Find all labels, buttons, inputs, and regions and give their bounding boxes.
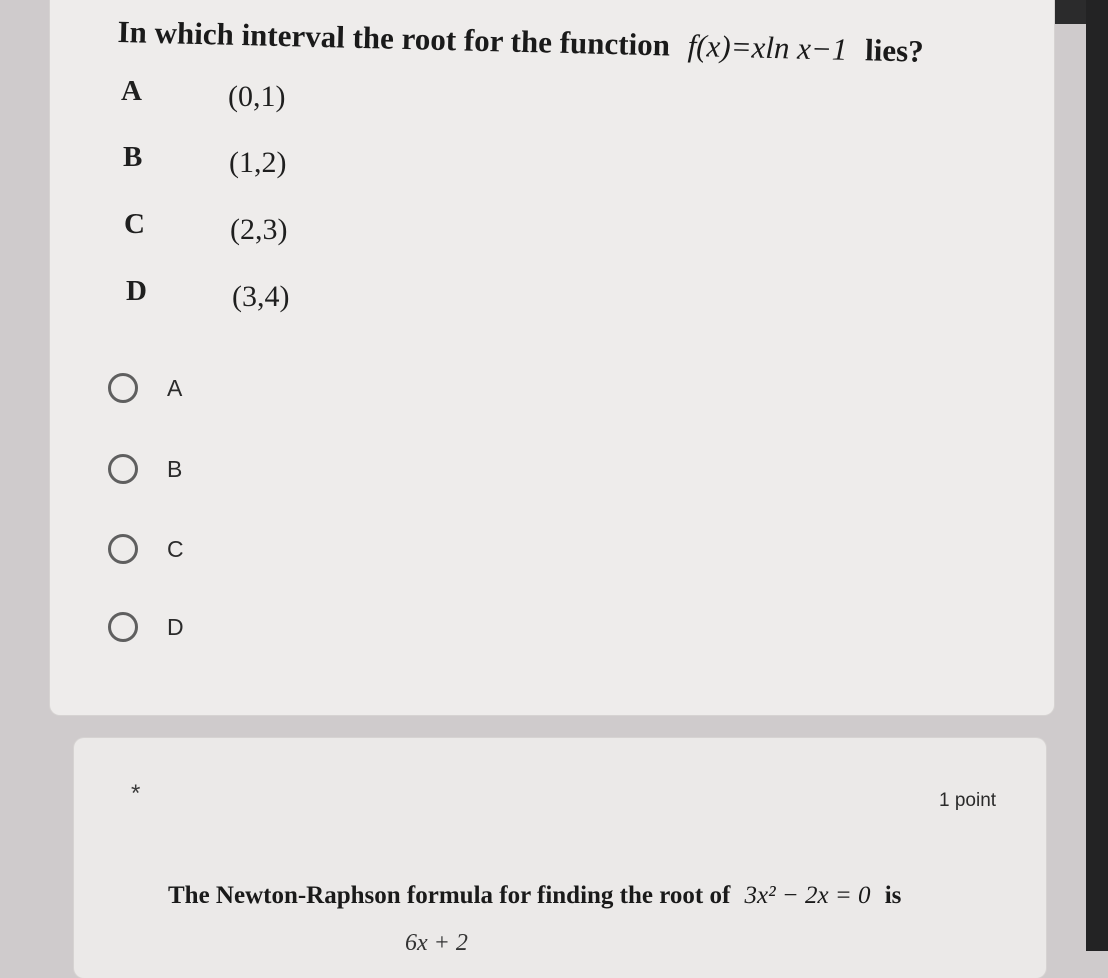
question-card-1 xyxy=(50,0,1054,715)
question-card-2 xyxy=(74,738,1046,978)
question-2-suffix: is xyxy=(884,882,902,909)
option-range-b: (1,2) xyxy=(229,146,287,179)
choice-label-d[interactable]: D xyxy=(167,613,184,640)
option-range-d: (3,4) xyxy=(232,280,290,313)
screen-bezel-right xyxy=(1086,0,1108,951)
question-2-text: The Newton-Raphson formula for finding the root of xyxy=(168,882,731,909)
question-2-formula: 3x² − 2x = 0 xyxy=(744,882,871,909)
choice-row-b[interactable] xyxy=(108,449,182,489)
choice-row-a[interactable] xyxy=(108,368,182,408)
radio-button-a[interactable] xyxy=(108,373,138,403)
required-marker: * xyxy=(131,780,141,807)
question-2-title xyxy=(168,882,901,910)
option-letter-c: C xyxy=(124,208,145,240)
radio-button-c[interactable] xyxy=(108,534,138,564)
radio-button-b[interactable] xyxy=(108,454,138,484)
option-letter-b: B xyxy=(123,141,143,173)
option-letter-a: A xyxy=(121,75,142,107)
radio-button-d[interactable] xyxy=(108,612,138,642)
option-letter-d: D xyxy=(126,275,147,307)
choice-label-b[interactable]: B xyxy=(167,455,183,482)
option-range-c: (2,3) xyxy=(230,213,288,246)
question-1-text: In which interval the root for the function xyxy=(117,14,671,63)
choice-row-d[interactable] xyxy=(108,607,184,647)
question-1-suffix: lies? xyxy=(864,32,925,69)
choice-label-c[interactable]: C xyxy=(167,535,184,562)
choice-row-c[interactable] xyxy=(108,529,184,569)
question-2-cutoff-formula: 6x + 2 xyxy=(405,930,468,956)
option-range-a: (0,1) xyxy=(228,80,286,113)
choice-label-a[interactable]: A xyxy=(167,374,183,401)
question-1-formula: f(x)=xln x−1 xyxy=(687,27,848,67)
points-label: 1 point xyxy=(939,790,997,811)
